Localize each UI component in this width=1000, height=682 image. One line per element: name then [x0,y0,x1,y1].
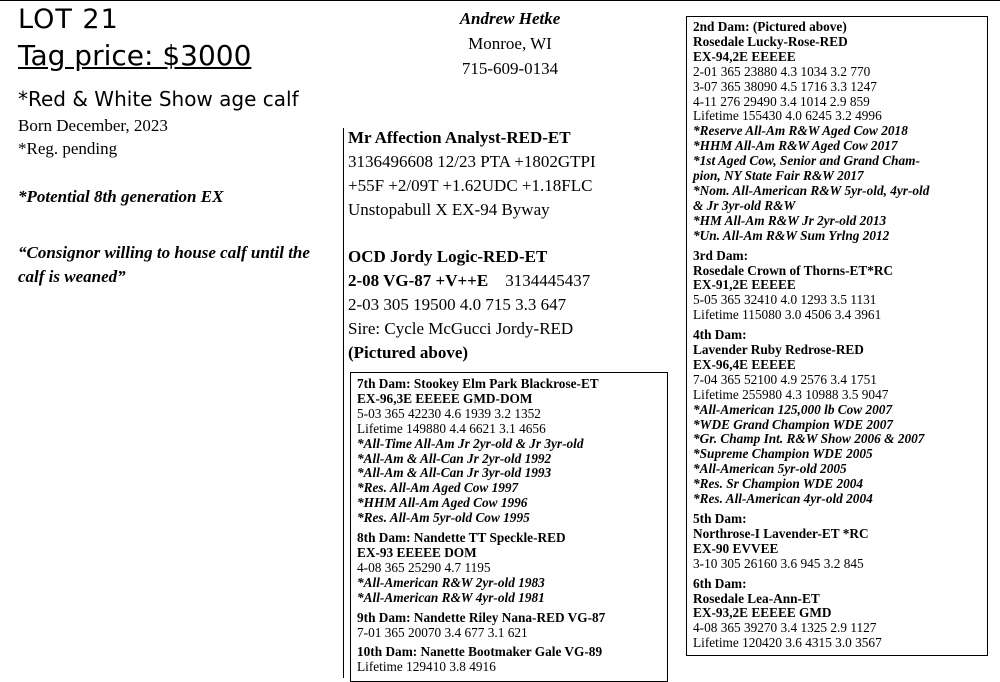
dam-heading-line: EX-93 EEEEE DOM [357,544,477,560]
dam-heading-line: 9th Dam: Nandette Riley Nana-RED VG-87 [357,609,606,625]
award-line: & Jr 3yr-old R&W [693,197,796,213]
born-date: Born December, 2023 [18,116,168,135]
pedigree-box-2nd-6th-dam [686,16,988,656]
dam-heading-line: Northrose-I Lavender-ET *RC [693,525,869,541]
dam-pictured: (Pictured above) [348,343,469,362]
award-line: *All-Time All-Am Jr 2yr-old & Jr 3yr-old [357,435,584,451]
sire-block [348,126,596,222]
dam-heading-line: EX-91,2E EEEEE [693,277,796,293]
tag-price: Tag price: $3000 [18,39,252,72]
dam-class-line [348,269,590,293]
dam-heading-line: 8th Dam: Nandette TT Speckle-RED [357,530,566,546]
potential-note: *Potential 8th generation EX [18,187,224,206]
record-line: 4-08 365 25290 4.7 1195 [357,559,491,575]
consignor-note: “Consignor willing to house calf until the calf is weaned” [18,243,310,286]
award-line: *Res. All-American 4yr-old 2004 [693,491,873,507]
dam-heading-line: 7th Dam: Stookey Elm Park Blackrose-ET [357,376,599,391]
award-line: *WDE Grand Champion WDE 2007 [693,416,893,432]
award-line: *All-American 125,000 lb Cow 2007 [693,401,893,417]
dam-heading-line: Rosedale Lea-Ann-ET [693,590,820,606]
award-line: *Gr. Champ Int. R&W Show 2006 & 2007 [693,431,925,447]
record-line: 5-03 365 42230 4.6 1939 3.2 1352 [357,405,541,421]
dam-record: 2-03 305 19500 4.0 715 3.3 647 [348,295,567,314]
sire-line-3: Unstopabull X EX-94 Byway [348,200,550,219]
record-line: 2-01 365 23880 4.3 1034 3.2 770 [693,63,871,79]
dam-heading-line: EX-93,2E EEEEE GMD [693,605,832,621]
dam-heading-line: EX-96,4E EEEEE [693,356,796,372]
award-line: *Nom. All-American R&W 5yr-old, 4yr-old [693,182,930,198]
record-line: 4-11 276 29490 3.4 1014 2.9 859 [693,93,870,109]
lot-number: LOT 21 [18,4,119,35]
record-line: Lifetime 149880 4.4 6621 3.1 4656 [357,420,546,436]
dam-heading-line: Lavender Ruby Redrose-RED [693,342,864,358]
award-line: *All-American R&W 2yr-old 1983 [357,574,545,590]
award-line: *Res. All-Am 5yr-old Cow 1995 [357,510,530,526]
dam-reg-number: 3134445437 [505,271,591,290]
dam-heading-line: 3rd Dam: [693,247,749,263]
award-line: *All-Am & All-Can Jr 2yr-old 1992 [357,450,552,466]
dam-heading-line: 5th Dam: [693,511,747,526]
record-line: 7-04 365 52100 4.9 2576 3.4 1751 [693,371,877,387]
sire-line-1: 3136496608 12/23 PTA +1802GTPI [348,152,596,171]
award-line: *Res. Sr Champion WDE 2004 [693,476,864,492]
record-line: Lifetime 155430 4.0 6245 3.2 4996 [693,108,882,124]
dam-sire: Sire: Cycle McGucci Jordy-RED [348,319,574,338]
top-border [0,0,1000,1]
consignor-name: Andrew Hetke [459,9,561,28]
registration-status: *Reg. pending [18,139,118,158]
record-line: 3-07 365 38090 4.5 1716 3.3 1247 [693,78,877,94]
pedigree-box-7th-10th-dam [350,372,668,682]
award-line: *Reserve All-Am R&W Aged Cow 2018 [693,123,908,139]
award-line: *Res. All-Am Aged Cow 1997 [357,480,519,496]
record-line: Lifetime 120420 3.6 4315 3.0 3567 [693,635,882,651]
award-line: pion, NY State Fair R&W 2017 [693,168,864,184]
dam-heading-line: 2nd Dam: (Pictured above) [693,19,847,34]
dam-classification: 2-08 VG-87 +V++E [348,271,489,290]
award-line: *HHM All-Am Aged Cow 1996 [357,495,528,511]
award-line: *Un. All-Am R&W Sum Yrlng 2012 [693,227,890,243]
dam-heading-line: 6th Dam: [693,575,747,591]
dam-heading-line: 4th Dam: [693,327,747,343]
dam-heading-line: 10th Dam: Nanette Bootmaker Gale VG-89 [357,644,603,660]
record-line: 5-05 365 32410 4.0 1293 3.5 1131 [693,292,877,308]
dam-block [348,245,590,365]
calf-description: *Red & White Show age calf [18,87,299,111]
record-line: 3-10 305 26160 3.6 945 3.2 845 [693,555,864,571]
award-line: *1st Aged Cow, Senior and Grand Cham- [693,153,920,169]
consignor-contact [430,6,590,81]
record-line: Lifetime 115080 3.0 4506 3.4 3961 [693,307,882,323]
sire-line-2: +55F +2/09T +1.62UDC +1.18FLC [348,176,593,195]
award-line: *HHM All-Am R&W Aged Cow 2017 [693,138,898,154]
sire-name: Mr Affection Analyst-RED-ET [348,128,571,147]
dam-heading-line: EX-96,3E EEEEE GMD-DOM [357,390,533,406]
record-line: 4-08 365 39270 3.4 1325 2.9 1127 [693,620,877,636]
record-line: Lifetime 255980 4.3 10988 3.5 9047 [693,386,889,402]
record-line: Lifetime 129410 3.8 4916 [357,659,496,675]
award-line: *Supreme Champion WDE 2005 [693,446,873,462]
dam-heading-line: Rosedale Lucky-Rose-RED [693,33,848,49]
column-divider [343,128,344,678]
award-line: *All-American 5yr-old 2005 [693,461,847,477]
dam-name: OCD Jordy Logic-RED-ET [348,247,548,266]
dam-heading-line: Rosedale Crown of Thorns-ET*RC [693,262,894,278]
award-line: *All-American R&W 4yr-old 1981 [357,589,545,605]
record-line: 7-01 365 20070 3.4 677 3.1 621 [357,624,528,640]
award-line: *HM All-Am R&W Jr 2yr-old 2013 [693,212,887,228]
consignor-location: Monroe, WI [468,34,552,53]
consignor-phone: 715-609-0134 [461,59,559,78]
dam-heading-line: EX-90 EVVEE [693,540,779,556]
award-line: *All-Am & All-Can Jr 3yr-old 1993 [357,465,552,481]
dam-heading-line: EX-94,2E EEEEE [693,48,796,64]
